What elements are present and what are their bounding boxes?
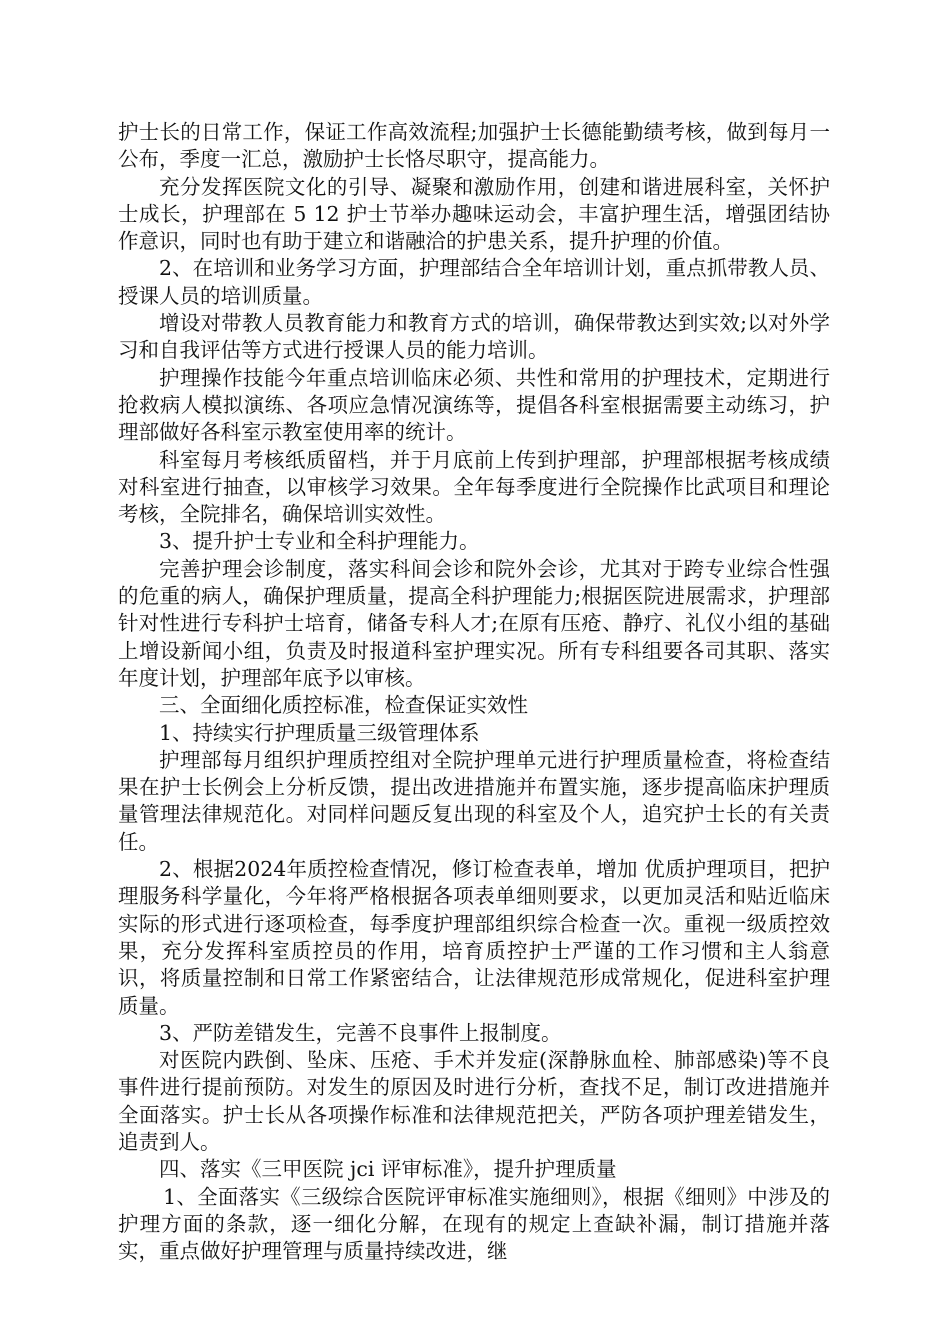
paragraph-training-heading: 2、在培训和业务学习方面，护理部结合全年培训计划，重点抓带教人员、授课人员的培训质量。	[118, 256, 830, 308]
paragraph-revise-checklist: 2、根据2024年质控检查情况，修订检查表单，增加 优质护理项目，把护理服务科学量化，今年将严格根据各项表单细则要求，以更加灵活和贴近临床实际的形式进行逐项检查，每季度护理部组织综合检查一次。重视一级质控效果，充分发挥科室质控员的作用，培育质控护士严谨的工作习惯和主人翁意识，将质量控制和日常工作紧密结合，让法律规范形成常规化，促进科室护理质量。	[118, 857, 830, 1018]
paragraph-hospital-culture: 充分发挥医院文化的引导、凝聚和激励作用，创建和谐进展科室，关怀护士成长，护理部在 5 12 护士节举办趣味运动会，丰富护理生活，增强团结协作意识，同时也有助于建立和谐融洽的护患关系，提升护理的价值。	[118, 174, 830, 254]
paragraph-monthly-assessment: 科室每月考核纸质留档，并于月底前上传到护理部，护理部根据考核成绩对科室进行抽查，以审核学习效果。全年每季度进行全院操作比武项目和理论考核，全院排名，确保培训实效性。	[118, 447, 830, 527]
paragraph-prevent-errors-heading: 3、严防差错发生，完善不良事件上报制度。	[159, 1020, 562, 1045]
paragraph-consultation-system: 完善护理会诊制度，落实科间会诊和院外会诊，尤其对于跨专业综合性强的危重的病人，确保护理质量，提高全科护理能力;根据医院进展需求，护理部针对性进行专科护士培育，储备专科人才;在原有压疮、静疗、礼仪小组的基础上增设新闻小组，负责及时报道科室护理实况。所有专科组要各司其职、落实年度计划，护理部年底予以审核。	[118, 556, 830, 690]
document-page	[118, 119, 830, 1265]
paragraph-adverse-events: 对医院内跌倒、坠床、压疮、手术并发症(深静脉血栓、肺部感染)等不良事件进行提前预防。对发生的原因及时进行分析，查找不足，制订改进措施并全面落实。护士长从各项操作标准和法律规范把关，严防各项护理差错发生，追责到人。	[118, 1048, 830, 1154]
section-heading-jci-standard: 四、落实《三甲医院 jci 评审标准》，提升护理质量	[159, 1157, 617, 1182]
paragraph-implement-rules: 1、全面落实《三级综合医院评审标准实施细则》，根据《细则》中涉及的护理方面的条款，逐一细化分解，在现有的规定上查缺补漏，制订措施并落实，重点做好护理管理与质量持续改进，继	[118, 1184, 830, 1264]
paragraph-skills-training: 护理操作技能今年重点培训临床必须、共性和常用的护理技术，定期进行抢救病人模拟演练、各项应急情况演练等，提倡各科室根据需要主动练习，护理部做好各科室示教室使用率的统计。	[118, 365, 830, 445]
paragraph-three-level-heading: 1、持续实行护理质量三级管理体系	[159, 720, 480, 745]
paragraph-teaching-training: 增设对带教人员教育能力和教育方式的培训，确保带教达到实效;以对外学习和自我评估等方式进行授课人员的能力培训。	[118, 311, 830, 363]
paragraph-head-leader-work: 护士长的日常工作，保证工作高效流程;加强护士长德能勤绩考核，做到每月一公布，季度一汇总，激励护士长恪尽职守，提高能力。	[118, 120, 830, 172]
paragraph-monthly-inspection: 护理部每月组织护理质控组对全院护理单元进行护理质量检查，将检查结果在护士长例会上分析反馈，提出改进措施并布置实施，逐步提高临床护理质量管理法律规范化。对同样问题反复出现的科室及个人，追究护士长的有关责任。	[118, 747, 830, 854]
paragraph-ability-heading: 3、提升护士专业和全科护理能力。	[159, 529, 480, 554]
section-heading-quality-control: 三、全面细化质控标准，检查保证实效性	[159, 693, 528, 718]
